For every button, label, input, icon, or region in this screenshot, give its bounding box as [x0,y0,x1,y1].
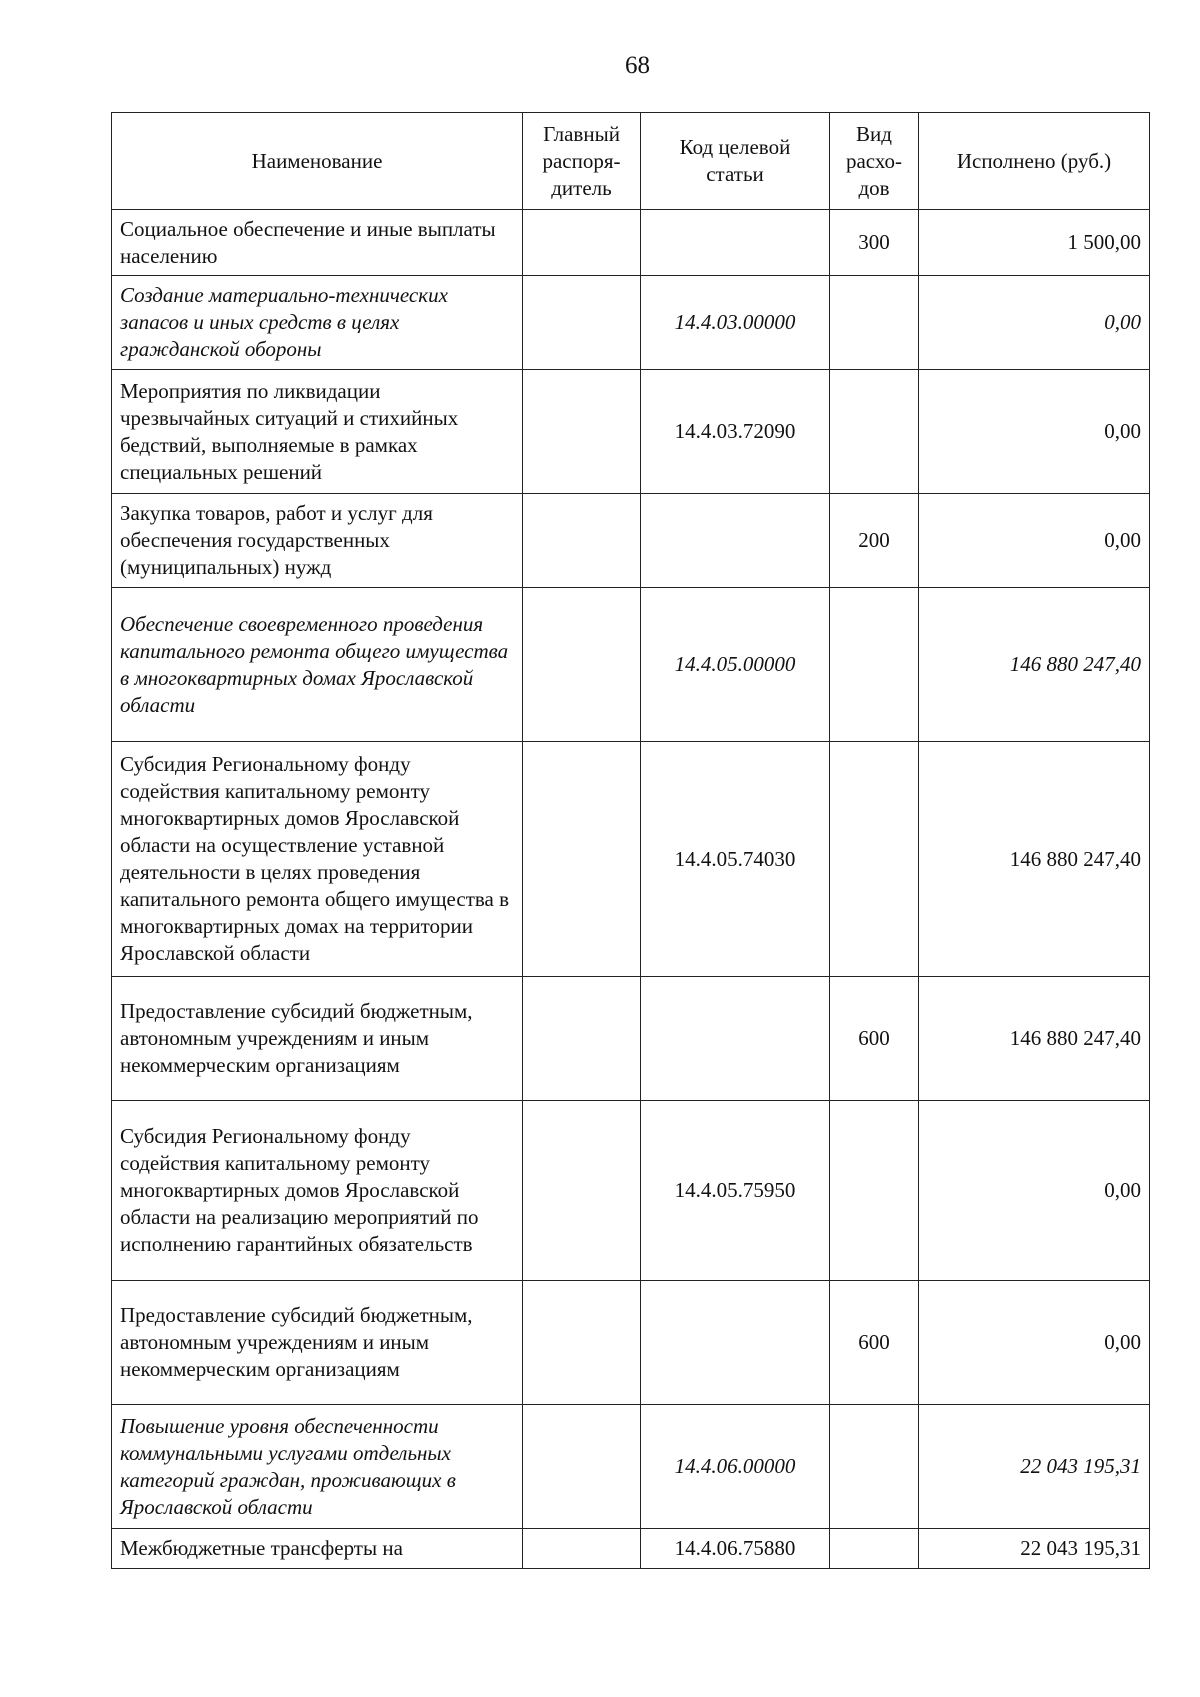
row-admin [523,742,641,977]
row-code: 14.4.06.00000 [641,1405,830,1529]
row-kind [830,588,919,742]
table-row [112,494,1150,588]
row-code [641,977,830,1101]
row-code: 14.4.05.74030 [641,742,830,977]
row-amount: 0,00 [919,276,1150,370]
row-code: 14.4.05.00000 [641,588,830,742]
row-name: Предоставление субсидий бюджетным, автономным учреждениям и иным некоммерческим организациям [112,977,523,1101]
table-row [112,742,1150,977]
row-code: 14.4.03.72090 [641,370,830,494]
table-row [112,1101,1150,1281]
row-amount: 0,00 [919,1101,1150,1281]
row-name: Мероприятия по ликвидации чрезвычайных ситуаций и стихийных бедствий, выполняемые в рамках специальных решений [112,370,523,494]
row-amount: 1 500,00 [919,210,1150,276]
row-admin [523,276,641,370]
row-kind: 200 [830,494,919,588]
row-name: Предоставление субсидий бюджетным, автономным учреждениям и иным некоммерческим организациям [112,1281,523,1405]
row-code [641,210,830,276]
row-kind [830,1101,919,1281]
page-number: 68 [625,52,650,79]
row-name: Социальное обеспечение и иные выплаты населению [112,210,523,276]
table-row [112,1529,1150,1569]
row-amount: 146 880 247,40 [919,588,1150,742]
table-row [112,588,1150,742]
row-name: Межбюджетные трансферты на [112,1529,523,1569]
budget-table [111,112,1150,1569]
row-kind: 600 [830,1281,919,1405]
table-row [112,1405,1150,1529]
row-admin [523,1281,641,1405]
row-kind [830,742,919,977]
row-admin [523,588,641,742]
row-admin [523,977,641,1101]
row-amount: 0,00 [919,494,1150,588]
row-amount: 22 043 195,31 [919,1405,1150,1529]
row-kind [830,1405,919,1529]
row-name: Создание материально-технических запасов и иных средств в целях гражданской обороны [112,276,523,370]
row-name: Повышение уровня обеспеченности коммунальными услугами отдельных категорий граждан, проживающих в Ярославской области [112,1405,523,1529]
header-code: Код целевой статьи [641,113,830,210]
row-name: Субсидия Региональному фонду содействия капитальному ремонту многоквартирных домов Ярославской области на осуществление уставной деятельности в целях проведения капитального ремонта общего имущества в многоквартирных домах на территории Ярославской области [112,742,523,977]
row-amount: 22 043 195,31 [919,1529,1150,1569]
row-code: 14.4.03.00000 [641,276,830,370]
header-name: Наименование [112,113,523,210]
row-name: Обеспечение своевременного проведения капитального ремонта общего имущества в многоквартирных домах Ярославской области [112,588,523,742]
table-row [112,210,1150,276]
row-code: 14.4.06.75880 [641,1529,830,1569]
header-kind: Вид расхо-дов [830,113,919,210]
row-code [641,1281,830,1405]
row-amount: 146 880 247,40 [919,742,1150,977]
row-admin [523,1529,641,1569]
row-admin [523,210,641,276]
row-amount: 0,00 [919,370,1150,494]
table-row [112,276,1150,370]
row-admin [523,494,641,588]
row-amount: 146 880 247,40 [919,977,1150,1101]
row-name: Субсидия Региональному фонду содействия капитальному ремонту многоквартирных домов Ярославской области на реализацию мероприятий по исполнению гарантийных обязательств [112,1101,523,1281]
table-row [112,370,1150,494]
row-kind: 300 [830,210,919,276]
table-body [112,210,1150,1569]
row-code [641,494,830,588]
row-kind [830,276,919,370]
row-name: Закупка товаров, работ и услуг для обеспечения государственных (муниципальных) нужд [112,494,523,588]
table-row [112,977,1150,1101]
table-row [112,1281,1150,1405]
row-code: 14.4.05.75950 [641,1101,830,1281]
row-kind [830,1529,919,1569]
header-row [112,113,1150,210]
row-kind: 600 [830,977,919,1101]
table-header [112,113,1150,210]
row-amount: 0,00 [919,1281,1150,1405]
header-admin: Главный распоря-дитель [523,113,641,210]
row-admin [523,1101,641,1281]
row-kind [830,370,919,494]
row-admin [523,370,641,494]
row-admin [523,1405,641,1529]
header-amount: Исполнено (руб.) [919,113,1150,210]
